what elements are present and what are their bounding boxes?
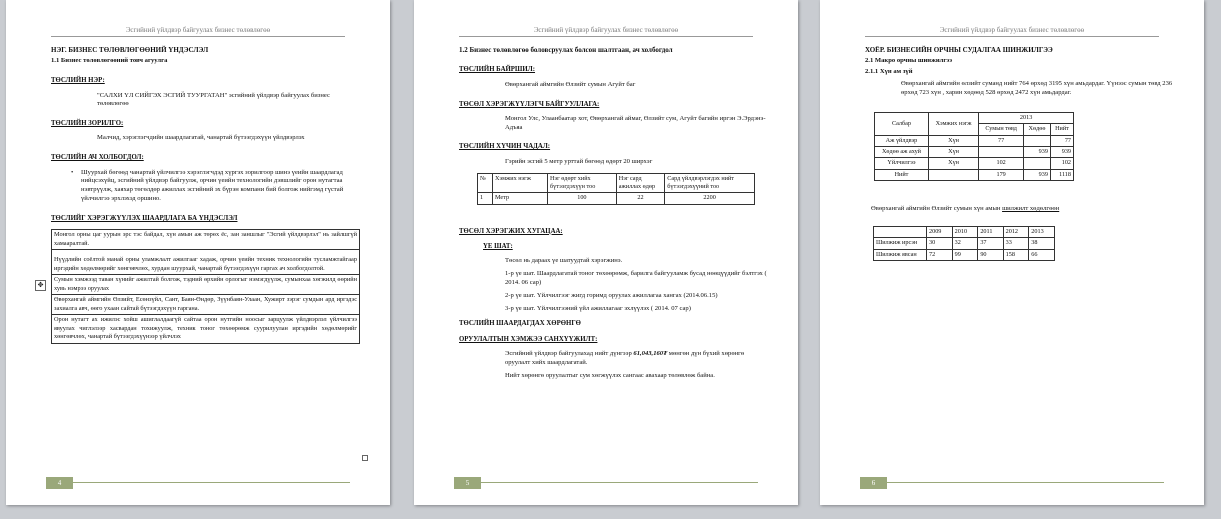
caption-text: Өвөрхангай аймгийн Өлзийт сумын хүн амын [871, 205, 1003, 213]
table-cell: 99 [952, 249, 978, 260]
table-row: Өвөрхангай аймгийн Өлзийт, Есөнзүйл, Сант, Баян-Өндөр, Зүүнбаян-Улаан, Хужирт зэрэг сумдын ард иргэдэс захиалга авч, өөго ухаан сайтай бүтээгдэхүүн гаргана. [52, 295, 359, 315]
table-header-row [478, 173, 755, 193]
subsection-title: 2.1.1 Хүн ам зүй [865, 68, 913, 76]
table-cell: Хүн [928, 158, 978, 169]
footer-rule [887, 482, 1164, 483]
table-row [875, 147, 1074, 158]
table-cell: 66 [1029, 249, 1055, 260]
organization-heading: ТӨСӨЛ ХЭРЭГЖҮҮЛЭГЧ БАЙГУУЛЛАГА: [459, 100, 600, 108]
column-header: 2013 [1029, 227, 1055, 238]
schedule-heading: ТӨСӨЛ ХЭРЭГЖИХ ХУГАЦАА: [459, 227, 563, 235]
document-page-4 [6, 0, 390, 505]
table-row: Сумын хэмжээд таван хүнийг ажилтай болгож, тэдний өрхийн орлогыг нэмэгдүүлж, сумынхаа хөгжилд өөрийн хувь нэмрээ оруулах [52, 275, 359, 295]
table-cell: Нийт [875, 169, 929, 180]
table-cell: Хүн [928, 147, 978, 158]
column-header: Хэмжих нэгж [928, 113, 978, 136]
investment-heading: ОРУУЛАЛТЫН ХЭМЖЭЭ САНХҮҮЖИЛТ: [459, 335, 598, 343]
table-cell: 102 [979, 158, 1024, 169]
table-cell [874, 227, 927, 238]
table-row: Монгол орны цаг уурын эрс тэс байдал, хүн амын аж төрөх ёс, зан заншлыг "Эсгий үйлдвэрлэл" нь зайлшгүй хамааралтай. [52, 230, 359, 250]
table-cell: 77 [1050, 135, 1073, 146]
capacity-heading: ТӨСЛИЙН ХҮЧИН ЧАДАЛ: [459, 143, 551, 151]
table-move-handle-icon[interactable]: ✥ [35, 280, 46, 291]
location-heading: ТӨСЛИЙН БАЙРШИЛ: [459, 66, 536, 74]
table-row [875, 135, 1074, 146]
page-header: Эсгийний үйлдвэр байгуулах бизнес төлөвлөгөө [51, 26, 345, 37]
population-text: Өвөрхангай аймгийн өлзийт суманд нийт 764 өрхөд 3195 хүн амьдардаг. Үүнээс сумын төвд 236 өрхөд 723 хүн , харин хөдөөд 528 өрхөд 2472 хүн амьдардаг. [901, 80, 1173, 97]
table-row [874, 249, 1055, 260]
document-page-5 [414, 0, 798, 505]
location-text: Өвөрхангай аймгийн Өлзийт сумын Агуйт баг [505, 80, 636, 88]
capacity-text: Гэрийн эсгий 5 метр урттай бөгөөд өдөрт 20 ширхэг [505, 157, 653, 165]
capacity-table [477, 173, 755, 205]
column-header: № [478, 173, 493, 193]
column-header: 2009 [927, 227, 953, 238]
page-number: 4 [46, 477, 73, 489]
table-cell: 32 [952, 238, 978, 249]
stage-item: 3-р үе шат. Үйлчилгээний үйл ажиллагааг эхлүүлэх ( 2014. 07 сар) [505, 304, 691, 312]
stage-item: 1-р үе шат. Шаардлагатай тоног төхөөрөмж, барилга байгууламж бусад нөөцүүдийг бэлтгэх ( 2014. 06 сар) [505, 269, 767, 286]
table-cell: 939 [1024, 169, 1051, 180]
table-cell: 38 [1029, 238, 1055, 249]
table-cell [928, 169, 978, 180]
column-header: Нийт [1050, 124, 1073, 135]
migration-table [873, 226, 1055, 261]
table-cell: 100 [548, 193, 617, 204]
project-goal-text: Малчид, хэрэглэгчдийн шаардлагатай, чанартай бүтээгдэхүүн үйлдвэрлэх [97, 134, 305, 142]
page-number: 5 [454, 477, 481, 489]
table-resize-handle[interactable] [362, 455, 368, 461]
column-header: Сумын төвд [979, 124, 1024, 135]
table-cell [1024, 135, 1051, 146]
table-cell [979, 147, 1024, 158]
column-header: Нэг өдөрт хийх бүтээгдэхүүн тоо [548, 173, 617, 193]
table-cell [1024, 158, 1051, 169]
table-cell: Метр [493, 193, 548, 204]
table-row [875, 169, 1074, 180]
table-row [875, 158, 1074, 169]
column-header: 2011 [978, 227, 1003, 238]
footer-rule [73, 482, 350, 483]
table-cell: 90 [978, 249, 1003, 260]
table-cell: 179 [979, 169, 1024, 180]
table-cell: Үйлчилгээ [875, 158, 929, 169]
section-title: 2.1 Макро орчны шинжилгээ [865, 57, 953, 65]
project-significance-heading: ТӨСЛИЙН АЧ ХОЛБОГДОЛ: [51, 154, 144, 162]
assets-heading: ТӨСЛИЙН ШААРДАГДАХ ХӨРӨНГӨ [459, 320, 581, 328]
page-header: Эсгийний үйлдвэр байгуулах бизнес төлөвлөгөө [865, 26, 1159, 37]
section-title: 1.2 Бизнес төлөвлөгөө боловсруулах болсон шалтгаан, ач холбогдол [459, 46, 673, 54]
column-header: Сард үйлдвэрлэгдэх нийт бүтээгдэхүүний тоо [665, 173, 755, 193]
investment-text [459, 350, 768, 368]
chapter-title: ХОЁР. БИЗНЕСИЙН ОРЧНЫ СУДАЛГАА ШИНЖИЛГЭЭ [865, 46, 1053, 54]
section-title: 1.1 Бизнес төлөвлөгөөний товч агуулга [51, 57, 168, 65]
table-cell: 77 [979, 135, 1024, 146]
table-row: Орон нутагт ах ижилэс хойш ашиглалдаагүй сайтаа орон нутгийн ноосыг зарцуулж үйлдвэрлэл үйлчилгээ явуулах чиглэлээр хасвардан тохижуулж, техник тоног төхөөрөмж суурилуулан иргэдийн хөдөлмөрийг хөнгөвчлөх, чанартай бүтээгдэхүүнээр үйлчлэх [54, 316, 357, 341]
table-cell: 1118 [1050, 169, 1073, 180]
investment-text-start: Эсгийний үйлдвэр байгуулахад нийт дүнгээр [505, 349, 634, 357]
table-cell: Хөдөө аж ахуй [875, 147, 929, 158]
population-table [874, 112, 1074, 181]
table-cell: Хүн [928, 135, 978, 146]
investment-source-text: Нийт хөрөнгө оруулалтыг сум хөгжүүлэх сангаас авахаар төлөвлөж байна. [505, 371, 715, 379]
project-name-text: "САЛХИ ҮЛ СИЙГЭХ ЭСГИЙ ТУУРГАТАН" эсгийний үйлдвэр байгуулах бизнес төлөвлөгөө [97, 91, 330, 108]
table-cell: 33 [1003, 238, 1029, 249]
row-header: Шилжиж ирсэн [874, 238, 927, 249]
column-header: 2013 [979, 113, 1074, 124]
organization-text: Монгол Улс, Улаанбаатар хот, Өвөрхангай аймаг, Өлзийт сум, Агуйт багийн иргэн Э.Эрдэнэ-Адъяа [505, 114, 766, 131]
table-row [874, 238, 1055, 249]
page-header: Эсгийний үйлдвэр байгуулах бизнес төлөвлөгөө [459, 26, 753, 37]
table-cell: 939 [1050, 147, 1073, 158]
column-header: Нэг сард ажиллах өдөр [616, 173, 664, 193]
investment-amount: 61,043,160₮ [633, 349, 668, 357]
project-significance-text: • Шуурхай бөгөөд чанартай үйлчилгээ хэрэглэгчдэд хүргэх зорилгоор шинэ үеийн шаардлагад нийцсэхүйц, эсгийний үйлдвэр байгуулж, орчин үеийн технологийн дэвшлийг орон нутагтаа нэвтрүүлж, хаяхар төгөлдөр ажиллах эсгийний эх бүрэн компани бий болгож нийгэмд гүстай үйлчилгээ эрхлэхэд оршино. [51, 169, 360, 205]
justification-table[interactable] [51, 229, 360, 344]
stage-item: 2-р үе шат. Үйлчилгээг жигд горимд оруулах ажиллагаа хангах (2014.06.15) [505, 291, 718, 299]
column-header: Хөдөө [1024, 124, 1051, 135]
table-cell: 158 [1003, 249, 1029, 260]
table-cell: 22 [616, 193, 664, 204]
table-row: Нүүдлийн соёлтой манай орны уламжлалт ажилгааг хадаж, орчин үеийн техник технологийн тусламжтайгаар иргэдийн хөдөлмөрийг хөнгөвчлөх, хурдан шуурхай, чанартай бүтээгдэхүүн гаргах ач холбогдолтой. [52, 250, 359, 275]
investment-text-end: мөнгөн дүн бүхий хөрөнгө оруулалт хийх шаардлагатай. [505, 349, 745, 366]
stages-heading: ҮЕ ШАТ: [483, 242, 513, 250]
table-cell: 37 [978, 238, 1003, 249]
row-header: Шилжиж явсан [874, 249, 927, 260]
table-cell: 1 [478, 193, 493, 204]
column-header: 2010 [952, 227, 978, 238]
migration-caption [871, 205, 1174, 214]
stages-intro: Төсөл нь дараах үе шатуудтай хэрэгжинэ. [505, 256, 623, 264]
column-header: Салбар [875, 113, 929, 136]
footer-rule [481, 482, 758, 483]
table-cell: 939 [1024, 147, 1051, 158]
table-cell: 2200 [665, 193, 755, 204]
table-row [478, 193, 755, 204]
table-cell: 72 [927, 249, 953, 260]
table-header-row [874, 227, 1055, 238]
table-cell: 30 [927, 238, 953, 249]
caption-underlined: шилжилт хөдөлгөөн [1002, 205, 1060, 213]
column-header: 2012 [1003, 227, 1029, 238]
project-goal-heading: ТӨСЛИЙН ЗОРИЛГО: [51, 120, 124, 128]
table-header-row [875, 113, 1074, 124]
column-header: Хэмжих нэгж [493, 173, 548, 193]
table-cell: 102 [1050, 158, 1073, 169]
document-page-6 [820, 0, 1204, 505]
table-cell: Аж үйлдвэр [875, 135, 929, 146]
justification-heading: ТӨСЛИЙГ ХЭРЭГЖҮҮЛЭХ ШААРДЛАГА БА ҮНДЭСЛЭЛ [51, 215, 238, 223]
project-name-heading: ТӨСЛИЙН НЭР: [51, 77, 105, 85]
chapter-title: НЭГ. БИЗНЕС ТӨЛӨВЛӨГӨӨНИЙ ҮНДЭСЛЭЛ [51, 46, 209, 54]
page-number: 6 [860, 477, 887, 489]
